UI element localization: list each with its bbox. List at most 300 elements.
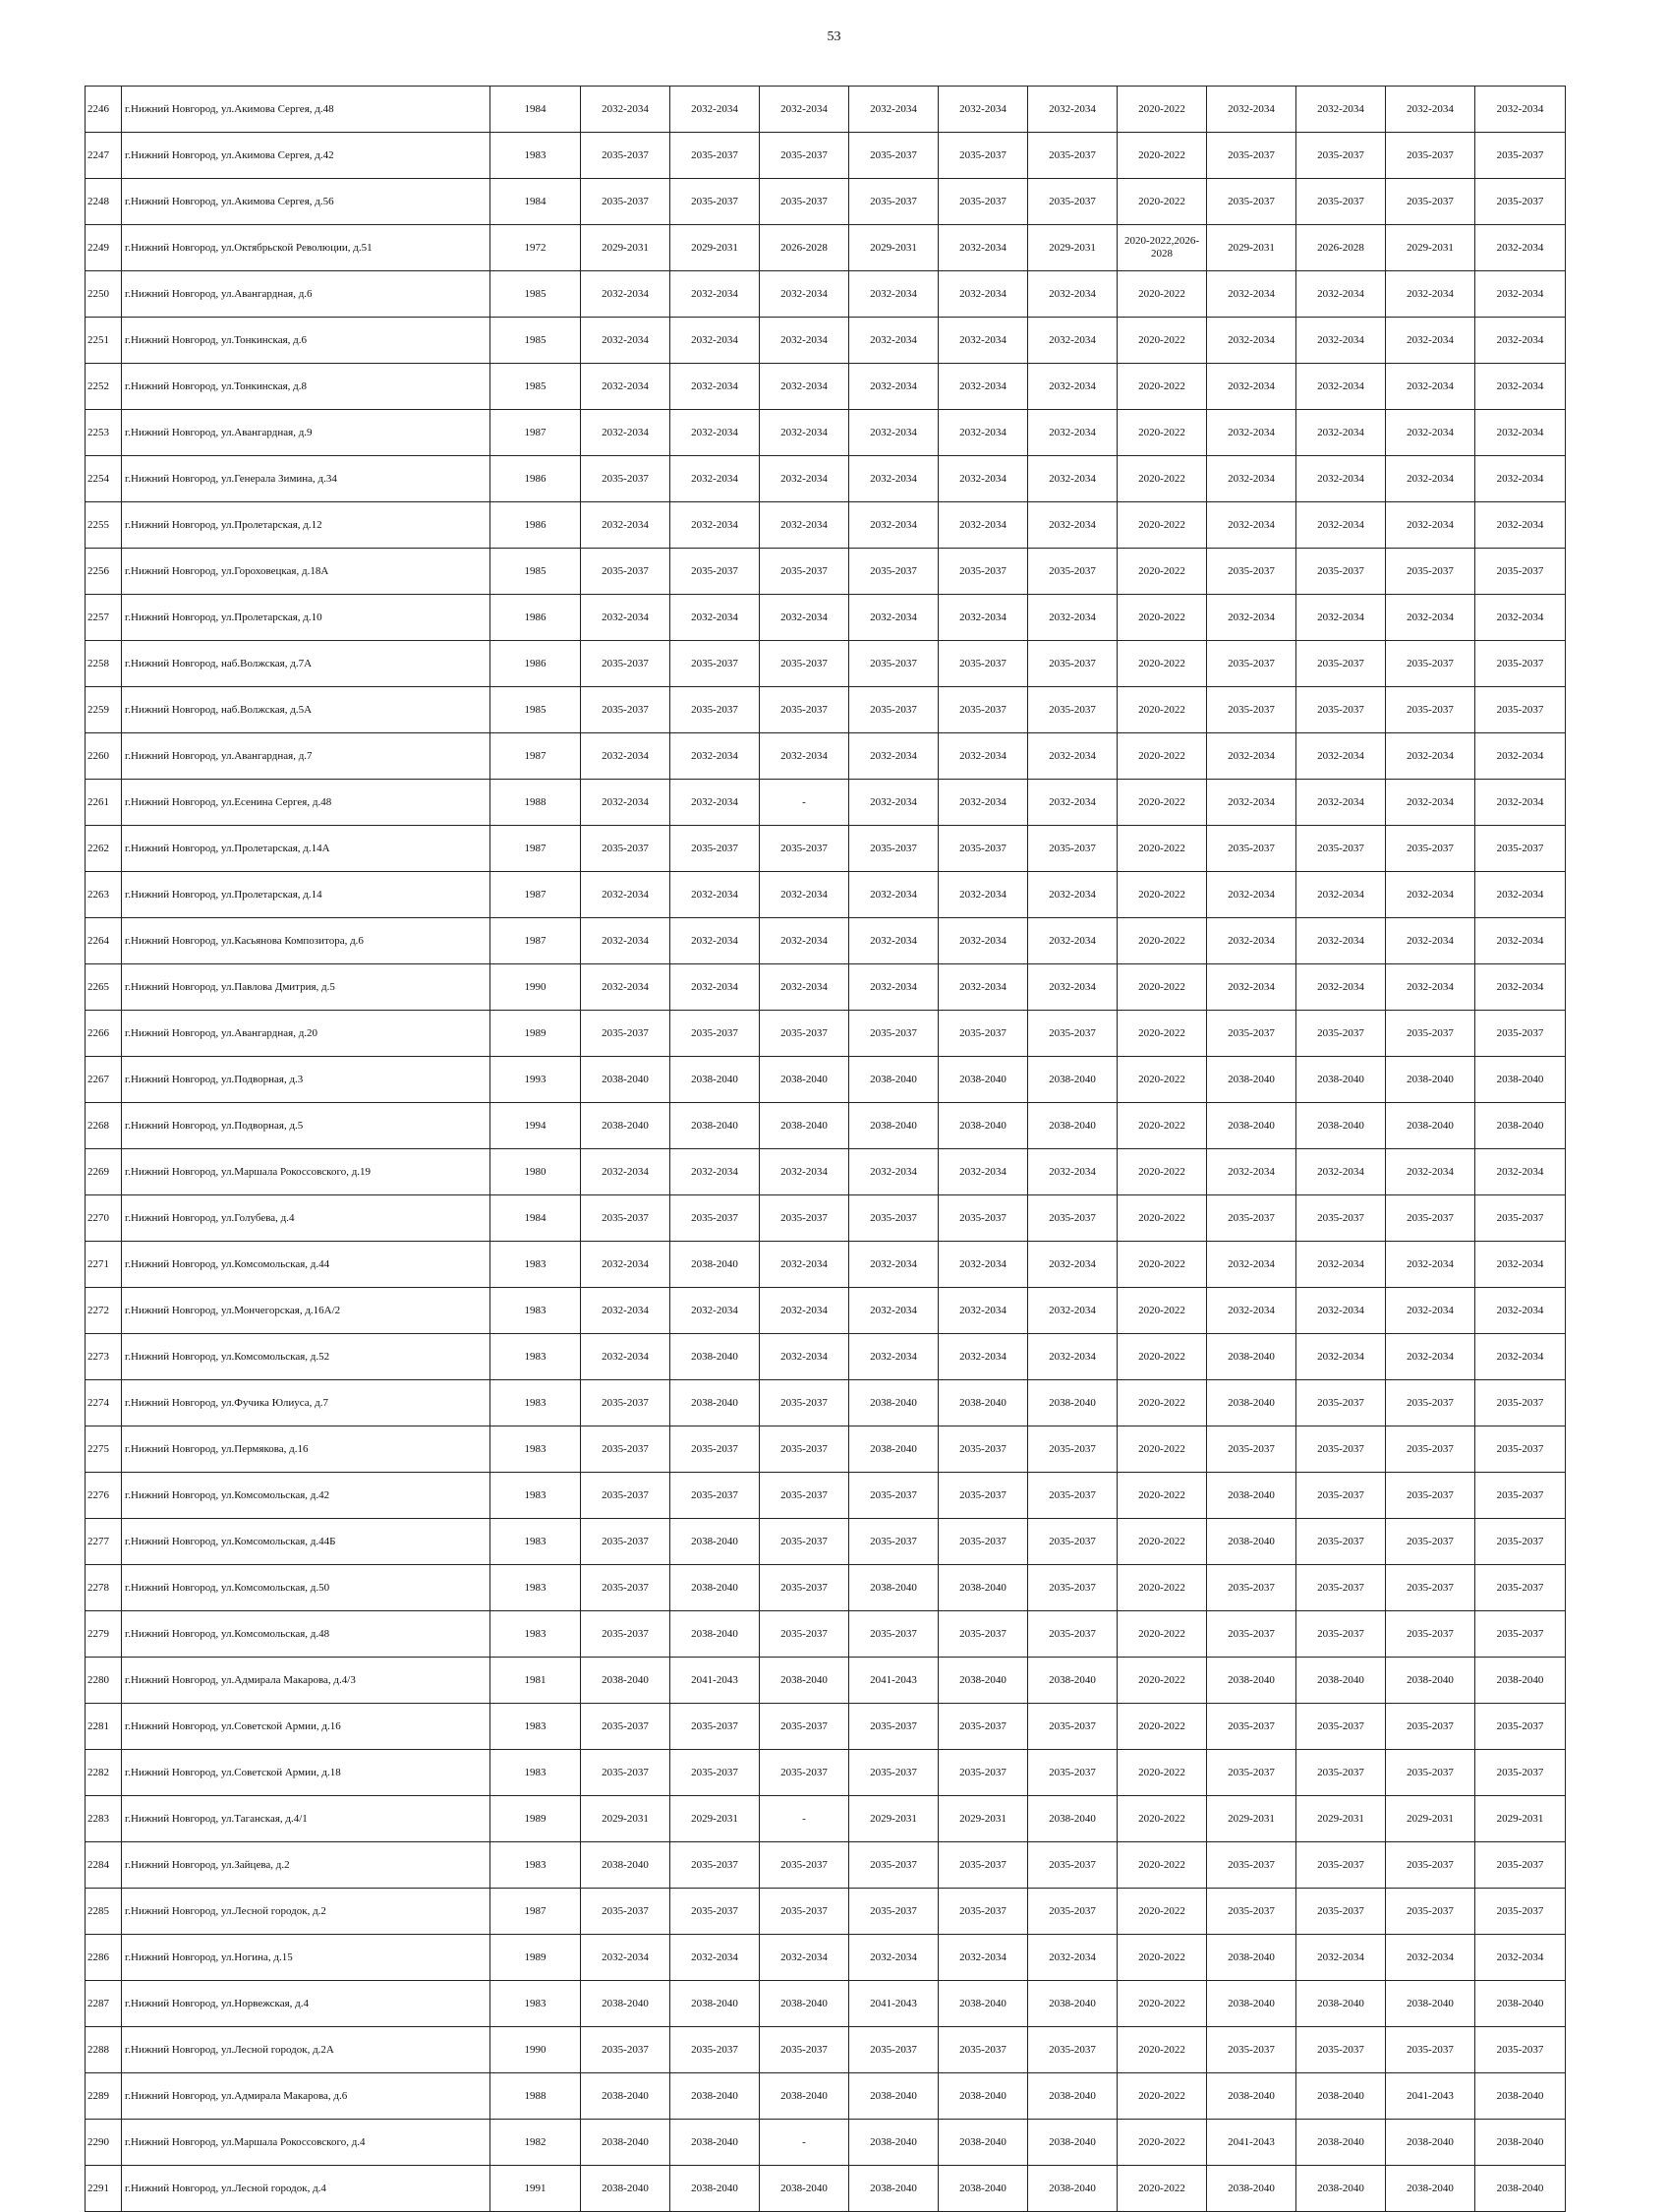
repair-period-cell: 2020-2022 (1118, 87, 1207, 133)
repair-period-cell: 2038-2040 (670, 2120, 760, 2166)
year-built-cell: 1983 (490, 1704, 581, 1750)
repair-period-cell: 2032-2034 (849, 271, 939, 318)
repair-period-cell: 2032-2034 (1386, 1149, 1475, 1195)
year-built-cell: 1983 (490, 1981, 581, 2027)
repair-period-cell: - (760, 2120, 849, 2166)
repair-period-cell: 2038-2040 (1386, 1103, 1475, 1149)
repair-period-cell: 2038-2040 (670, 2073, 760, 2120)
repair-period-cell: 2035-2037 (670, 1426, 760, 1473)
repair-period-cell: 2032-2034 (1207, 410, 1296, 456)
table-row (86, 1057, 1566, 1103)
repair-period-cell: 2035-2037 (760, 1750, 849, 1796)
repair-period-cell: 2035-2037 (1386, 549, 1475, 595)
repair-period-cell: 2038-2040 (1028, 1796, 1118, 1842)
repair-period-cell: 2032-2034 (1028, 595, 1118, 641)
repair-period-cell: 2035-2037 (1028, 1426, 1118, 1473)
repair-period-cell: 2038-2040 (1028, 2073, 1118, 2120)
repair-period-cell: 2032-2034 (1028, 918, 1118, 964)
repair-period-cell: 2035-2037 (939, 826, 1028, 872)
repair-period-cell: 2032-2034 (1028, 1242, 1118, 1288)
year-built-cell: 1989 (490, 1935, 581, 1981)
row-number-cell: 2291 (86, 2166, 122, 2212)
year-built-cell: 1983 (490, 1380, 581, 1426)
repair-period-cell: 2032-2034 (670, 872, 760, 918)
repair-period-cell: 2032-2034 (1296, 364, 1386, 410)
row-number-cell: 2256 (86, 549, 122, 595)
repair-period-cell: 2035-2037 (670, 133, 760, 179)
row-number-cell: 2248 (86, 179, 122, 225)
repair-period-cell: 2035-2037 (1475, 133, 1566, 179)
repair-period-cell: 2032-2034 (1475, 780, 1566, 826)
repair-period-cell: 2035-2037 (1028, 1565, 1118, 1611)
repair-period-cell: 2035-2037 (581, 1565, 670, 1611)
year-built-cell: 1990 (490, 2027, 581, 2073)
repair-period-cell: 2038-2040 (1475, 2166, 1566, 2212)
repair-period-cell: 2035-2037 (1028, 1611, 1118, 1658)
repair-period-cell: 2035-2037 (581, 1195, 670, 1242)
repair-period-cell: 2032-2034 (939, 1242, 1028, 1288)
table-row (86, 1288, 1566, 1334)
repair-period-cell: 2032-2034 (581, 502, 670, 549)
repair-period-cell: 2035-2037 (1386, 1750, 1475, 1796)
repair-period-cell: 2035-2037 (1386, 2027, 1475, 2073)
repair-period-cell: 2032-2034 (1475, 872, 1566, 918)
repair-period-cell: 2032-2034 (1475, 410, 1566, 456)
repair-period-cell: 2032-2034 (1207, 456, 1296, 502)
repair-period-cell: 2032-2034 (1296, 502, 1386, 549)
row-number-cell: 2251 (86, 318, 122, 364)
repair-period-cell: 2032-2034 (1296, 733, 1386, 780)
repair-period-cell: 2038-2040 (1207, 1981, 1296, 2027)
row-number-cell: 2264 (86, 918, 122, 964)
row-number-cell: 2266 (86, 1011, 122, 1057)
repair-period-cell: 2032-2034 (939, 410, 1028, 456)
repair-period-cell: 2032-2034 (581, 1935, 670, 1981)
address-cell: г.Нижний Новгород, ул.Комсомольская, д.42 (122, 1473, 490, 1519)
repair-period-cell: 2038-2040 (849, 1426, 939, 1473)
year-built-cell: 1988 (490, 2073, 581, 2120)
repair-period-cell: 2038-2040 (1207, 1103, 1296, 1149)
row-number-cell: 2275 (86, 1426, 122, 1473)
repair-period-cell: 2035-2037 (581, 456, 670, 502)
repair-period-cell: 2035-2037 (1207, 687, 1296, 733)
address-cell: г.Нижний Новгород, ул.Советской Армии, д.16 (122, 1704, 490, 1750)
year-built-cell: 1985 (490, 687, 581, 733)
repair-period-cell: 2038-2040 (939, 1380, 1028, 1426)
repair-period-cell: 2035-2037 (849, 641, 939, 687)
repair-period-cell: 2032-2034 (1028, 1288, 1118, 1334)
repair-period-cell: 2035-2037 (1207, 641, 1296, 687)
repair-period-cell: 2038-2040 (670, 2166, 760, 2212)
repair-period-cell: 2035-2037 (939, 1426, 1028, 1473)
repair-period-cell: 2032-2034 (1296, 595, 1386, 641)
repair-period-cell: 2035-2037 (1028, 1704, 1118, 1750)
repair-period-cell: 2020-2022 (1118, 318, 1207, 364)
repair-period-cell: 2032-2034 (1028, 872, 1118, 918)
repair-period-cell: 2035-2037 (581, 1473, 670, 1519)
table-row (86, 826, 1566, 872)
repair-period-cell: 2032-2034 (581, 595, 670, 641)
repair-period-cell: 2035-2037 (849, 1011, 939, 1057)
table-row (86, 780, 1566, 826)
address-cell: г.Нижний Новгород, ул.Авангардная, д.9 (122, 410, 490, 456)
table-row (86, 2166, 1566, 2212)
repair-period-cell: 2020-2022 (1118, 872, 1207, 918)
address-cell: г.Нижний Новгород, ул.Мончегорская, д.16А/2 (122, 1288, 490, 1334)
repair-period-cell: 2032-2034 (1296, 1149, 1386, 1195)
repair-period-cell: 2032-2034 (1207, 733, 1296, 780)
repair-period-cell: 2032-2034 (849, 456, 939, 502)
repair-period-cell: 2038-2040 (939, 2166, 1028, 2212)
repair-period-cell: 2038-2040 (1028, 1103, 1118, 1149)
repair-period-cell: 2035-2037 (1475, 1011, 1566, 1057)
repair-period-cell: 2032-2034 (1475, 271, 1566, 318)
row-number-cell: 2282 (86, 1750, 122, 1796)
row-number-cell: 2290 (86, 2120, 122, 2166)
table-row (86, 1611, 1566, 1658)
table-row (86, 1842, 1566, 1889)
repair-period-cell: 2032-2034 (939, 456, 1028, 502)
repair-period-cell: 2020-2022 (1118, 1704, 1207, 1750)
repair-period-cell: 2041-2043 (1386, 2073, 1475, 2120)
repair-period-cell: 2035-2037 (1207, 1426, 1296, 1473)
address-cell: г.Нижний Новгород, ул.Авангардная, д.20 (122, 1011, 490, 1057)
repair-period-cell: 2026-2028 (760, 225, 849, 271)
repair-period-cell: 2035-2037 (581, 1611, 670, 1658)
row-number-cell: 2258 (86, 641, 122, 687)
repair-period-cell: 2020-2022 (1118, 780, 1207, 826)
repair-period-cell: 2032-2034 (849, 1242, 939, 1288)
repair-period-cell: 2020-2022 (1118, 1750, 1207, 1796)
repair-period-cell: 2035-2037 (670, 1473, 760, 1519)
repair-period-cell: 2032-2034 (1028, 964, 1118, 1011)
repair-period-cell: 2020-2022 (1118, 1103, 1207, 1149)
repair-period-cell: 2035-2037 (670, 549, 760, 595)
repair-period-cell: 2035-2037 (849, 1842, 939, 1889)
repair-period-cell: 2032-2034 (1028, 271, 1118, 318)
repair-period-cell: 2035-2037 (1386, 641, 1475, 687)
repair-period-cell: 2029-2031 (849, 225, 939, 271)
repair-period-cell: 2035-2037 (581, 1750, 670, 1796)
repair-period-cell: 2035-2037 (670, 1842, 760, 1889)
repair-period-cell: 2035-2037 (849, 1704, 939, 1750)
address-cell: г.Нижний Новгород, ул.Адмирала Макарова, д.4/3 (122, 1658, 490, 1704)
address-cell: г.Нижний Новгород, ул.Подворная, д.3 (122, 1057, 490, 1103)
repair-period-cell: 2020-2022 (1118, 502, 1207, 549)
repair-period-cell: 2035-2037 (1028, 1889, 1118, 1935)
address-cell: г.Нижний Новгород, ул.Норвежская, д.4 (122, 1981, 490, 2027)
repair-period-cell: 2035-2037 (1296, 1611, 1386, 1658)
repair-period-cell: 2038-2040 (670, 1611, 760, 1658)
repair-period-cell: 2026-2028 (1296, 225, 1386, 271)
repair-period-cell: 2032-2034 (581, 733, 670, 780)
repair-period-cell: 2038-2040 (1028, 1981, 1118, 2027)
table-row (86, 1796, 1566, 1842)
repair-period-cell: 2035-2037 (760, 687, 849, 733)
repair-period-cell: 2038-2040 (849, 1565, 939, 1611)
repair-period-cell: 2020-2022 (1118, 595, 1207, 641)
repair-period-cell: 2038-2040 (1207, 1935, 1296, 1981)
repair-period-cell: 2032-2034 (760, 1935, 849, 1981)
repair-period-cell: 2032-2034 (939, 780, 1028, 826)
repair-period-cell: 2035-2037 (1028, 1750, 1118, 1796)
repair-period-cell: 2020-2022 (1118, 964, 1207, 1011)
table-row (86, 1149, 1566, 1195)
repair-period-cell: 2032-2034 (1386, 271, 1475, 318)
repair-period-cell: 2029-2031 (1386, 1796, 1475, 1842)
repair-period-cell: 2038-2040 (581, 1981, 670, 2027)
repair-period-cell: 2032-2034 (1207, 780, 1296, 826)
repair-period-cell: 2035-2037 (1028, 1011, 1118, 1057)
table-row (86, 2027, 1566, 2073)
repair-period-cell: 2038-2040 (670, 1565, 760, 1611)
repair-period-cell: 2029-2031 (670, 1796, 760, 1842)
repair-period-cell: 2038-2040 (1386, 1658, 1475, 1704)
year-built-cell: 1984 (490, 1195, 581, 1242)
repair-period-cell: 2020-2022 (1118, 133, 1207, 179)
year-built-cell: 1985 (490, 364, 581, 410)
repair-period-cell: 2020-2022 (1118, 1565, 1207, 1611)
repair-period-cell: 2035-2037 (1386, 1519, 1475, 1565)
year-built-cell: 1989 (490, 1011, 581, 1057)
row-number-cell: 2277 (86, 1519, 122, 1565)
repair-period-cell: 2038-2040 (1028, 2166, 1118, 2212)
repair-period-cell: 2032-2034 (1386, 964, 1475, 1011)
repair-period-cell: 2038-2040 (1296, 2120, 1386, 2166)
address-cell: г.Нижний Новгород, ул.Фучика Юлиуса, д.7 (122, 1380, 490, 1426)
repair-period-cell: 2035-2037 (1386, 1426, 1475, 1473)
address-cell: г.Нижний Новгород, ул.Касьянова Композитора, д.6 (122, 918, 490, 964)
repair-period-cell: 2032-2034 (1296, 318, 1386, 364)
repair-period-cell: 2038-2040 (760, 2166, 849, 2212)
repair-period-cell: 2035-2037 (760, 1195, 849, 1242)
repair-period-cell: 2029-2031 (1475, 1796, 1566, 1842)
repair-period-cell: 2020-2022 (1118, 410, 1207, 456)
repair-period-cell: 2035-2037 (1475, 1611, 1566, 1658)
repair-period-cell: 2032-2034 (1475, 1935, 1566, 1981)
repair-period-cell: 2035-2037 (1207, 1889, 1296, 1935)
repair-period-cell: 2035-2037 (1386, 1704, 1475, 1750)
repair-period-cell: 2032-2034 (581, 1149, 670, 1195)
repair-period-cell: 2032-2034 (1386, 872, 1475, 918)
row-number-cell: 2247 (86, 133, 122, 179)
repair-period-cell: 2038-2040 (1296, 2166, 1386, 2212)
repair-period-cell: 2032-2034 (1386, 1935, 1475, 1981)
repair-period-cell: 2035-2037 (1475, 549, 1566, 595)
repair-period-cell: 2032-2034 (1475, 1334, 1566, 1380)
repair-period-cell: 2035-2037 (1028, 179, 1118, 225)
repair-period-cell: 2032-2034 (670, 502, 760, 549)
repair-period-cell: 2032-2034 (939, 1288, 1028, 1334)
repair-period-cell: 2020-2022 (1118, 2027, 1207, 2073)
address-cell: г.Нижний Новгород, ул.Пролетарская, д.10 (122, 595, 490, 641)
repair-period-cell: 2035-2037 (1386, 1011, 1475, 1057)
repair-period-cell: 2035-2037 (760, 1611, 849, 1658)
repair-period-cell: 2038-2040 (1475, 1103, 1566, 1149)
table-row (86, 410, 1566, 456)
repair-period-cell: 2035-2037 (939, 1750, 1028, 1796)
repair-period-cell: 2020-2022 (1118, 1011, 1207, 1057)
year-built-cell: 1983 (490, 1473, 581, 1519)
repair-period-cell: 2032-2034 (1296, 918, 1386, 964)
repair-period-cell: 2032-2034 (1296, 87, 1386, 133)
repair-period-cell: 2020-2022 (1118, 1426, 1207, 1473)
repair-period-cell: 2020-2022 (1118, 918, 1207, 964)
row-number-cell: 2252 (86, 364, 122, 410)
table-row (86, 1889, 1566, 1935)
year-built-cell: 1988 (490, 780, 581, 826)
repair-period-cell: 2038-2040 (939, 1981, 1028, 2027)
table-row (86, 964, 1566, 1011)
repair-period-cell: 2038-2040 (1207, 2166, 1296, 2212)
repair-period-cell: 2035-2037 (1207, 1750, 1296, 1796)
year-built-cell: 1982 (490, 2120, 581, 2166)
repair-period-cell: 2035-2037 (1207, 1611, 1296, 1658)
year-built-cell: 1983 (490, 1242, 581, 1288)
repair-period-cell: 2032-2034 (1386, 364, 1475, 410)
table-row (86, 1565, 1566, 1611)
repair-period-cell: 2035-2037 (760, 549, 849, 595)
repair-period-cell: 2035-2037 (1475, 1380, 1566, 1426)
repair-period-cell: 2035-2037 (581, 1519, 670, 1565)
repair-period-cell: 2035-2037 (581, 641, 670, 687)
repair-period-cell: 2038-2040 (1207, 1380, 1296, 1426)
repair-period-cell: 2038-2040 (581, 1842, 670, 1889)
repair-period-cell: 2038-2040 (939, 1057, 1028, 1103)
repair-period-cell: 2032-2034 (1475, 1149, 1566, 1195)
table-row (86, 918, 1566, 964)
table-row (86, 225, 1566, 271)
repair-period-cell: 2032-2034 (1386, 780, 1475, 826)
row-number-cell: 2270 (86, 1195, 122, 1242)
repair-period-cell: 2032-2034 (939, 918, 1028, 964)
address-cell: г.Нижний Новгород, ул.Акимова Сергея, д.42 (122, 133, 490, 179)
repair-period-cell: 2035-2037 (760, 133, 849, 179)
repair-period-cell: 2020-2022 (1118, 1889, 1207, 1935)
repair-period-cell: 2035-2037 (1296, 1750, 1386, 1796)
address-cell: г.Нижний Новгород, ул.Комсомольская, д.50 (122, 1565, 490, 1611)
repair-period-cell: 2038-2040 (939, 1565, 1028, 1611)
repair-period-cell: 2032-2034 (939, 318, 1028, 364)
repair-period-cell: 2038-2040 (849, 2166, 939, 2212)
repair-period-cell: 2035-2037 (581, 179, 670, 225)
repair-period-cell: 2035-2037 (1475, 1519, 1566, 1565)
year-built-cell: 1994 (490, 1103, 581, 1149)
repair-period-cell: 2035-2037 (581, 133, 670, 179)
address-cell: г.Нижний Новгород, ул.Тонкинская, д.6 (122, 318, 490, 364)
repair-period-cell: 2035-2037 (760, 1473, 849, 1519)
row-number-cell: 2273 (86, 1334, 122, 1380)
repair-period-cell: 2032-2034 (849, 733, 939, 780)
repair-period-cell: 2029-2031 (849, 1796, 939, 1842)
year-built-cell: 1986 (490, 595, 581, 641)
repair-period-cell: 2032-2034 (581, 87, 670, 133)
repair-period-cell: 2035-2037 (1386, 1889, 1475, 1935)
year-built-cell: 1983 (490, 1288, 581, 1334)
repair-period-cell: 2032-2034 (1296, 872, 1386, 918)
year-built-cell: 1983 (490, 1565, 581, 1611)
address-cell: г.Нижний Новгород, ул.Пермякова, д.16 (122, 1426, 490, 1473)
year-built-cell: 1983 (490, 1334, 581, 1380)
year-built-cell: 1983 (490, 133, 581, 179)
repair-period-cell: 2032-2034 (760, 502, 849, 549)
repair-period-cell: 2035-2037 (1386, 133, 1475, 179)
repair-period-cell: 2032-2034 (1296, 410, 1386, 456)
repair-period-cell: 2032-2034 (1296, 1935, 1386, 1981)
repair-period-cell: 2038-2040 (1028, 1380, 1118, 1426)
repair-period-cell: 2032-2034 (1475, 1242, 1566, 1288)
repair-period-cell: 2032-2034 (1475, 1288, 1566, 1334)
repair-period-cell: 2035-2037 (1296, 826, 1386, 872)
row-number-cell: 2289 (86, 2073, 122, 2120)
repair-period-cell: 2035-2037 (1386, 1565, 1475, 1611)
repair-period-cell: 2020-2022 (1118, 1380, 1207, 1426)
repair-period-cell: 2020-2022 (1118, 1658, 1207, 1704)
repair-period-cell: 2032-2034 (849, 410, 939, 456)
table-row (86, 179, 1566, 225)
repair-period-cell: 2038-2040 (849, 2073, 939, 2120)
year-built-cell: 1983 (490, 1426, 581, 1473)
repair-period-cell: 2035-2037 (1296, 549, 1386, 595)
repair-period-cell: 2032-2034 (1207, 964, 1296, 1011)
repair-period-cell: 2032-2034 (849, 1149, 939, 1195)
repair-period-cell: 2038-2040 (1475, 2120, 1566, 2166)
repair-period-cell: 2020-2022 (1118, 1473, 1207, 1519)
address-cell: г.Нижний Новгород, ул.Голубева, д.4 (122, 1195, 490, 1242)
year-built-cell: 1989 (490, 1796, 581, 1842)
repair-period-cell: 2038-2040 (1207, 1473, 1296, 1519)
year-built-cell: 1987 (490, 733, 581, 780)
table-row (86, 1658, 1566, 1704)
row-number-cell: 2271 (86, 1242, 122, 1288)
address-cell: г.Нижний Новгород, ул.Комсомольская, д.48 (122, 1611, 490, 1658)
repair-period-cell: 2032-2034 (1475, 364, 1566, 410)
repair-period-cell: 2038-2040 (1207, 1334, 1296, 1380)
repair-period-cell: 2032-2034 (849, 1935, 939, 1981)
repair-period-cell: 2032-2034 (760, 1242, 849, 1288)
repair-period-cell: 2035-2037 (939, 1011, 1028, 1057)
repair-period-cell: 2038-2040 (581, 2073, 670, 2120)
repair-period-cell: 2041-2043 (849, 1658, 939, 1704)
repair-period-cell: 2035-2037 (1386, 1842, 1475, 1889)
row-number-cell: 2268 (86, 1103, 122, 1149)
repair-period-cell: 2038-2040 (670, 1242, 760, 1288)
repair-period-cell: 2032-2034 (760, 456, 849, 502)
table-row (86, 87, 1566, 133)
address-cell: г.Нижний Новгород, ул.Гороховецкая, д.18А (122, 549, 490, 595)
repair-period-cell: 2032-2034 (1475, 502, 1566, 549)
row-number-cell: 2246 (86, 87, 122, 133)
table-row (86, 1750, 1566, 1796)
repair-period-cell: 2035-2037 (670, 1195, 760, 1242)
repair-period-cell: 2035-2037 (1028, 826, 1118, 872)
address-cell: г.Нижний Новгород, ул.Комсомольская, д.52 (122, 1334, 490, 1380)
repair-period-cell: 2035-2037 (1028, 133, 1118, 179)
repair-period-cell: 2032-2034 (1475, 733, 1566, 780)
repair-period-cell: 2038-2040 (1207, 1057, 1296, 1103)
year-built-cell: 1983 (490, 1842, 581, 1889)
repair-period-cell: 2035-2037 (1296, 2027, 1386, 2073)
repair-period-cell: 2032-2034 (939, 502, 1028, 549)
repair-period-cell: 2035-2037 (1475, 1750, 1566, 1796)
address-cell: г.Нижний Новгород, ул.Генерала Зимина, д.34 (122, 456, 490, 502)
address-cell: г.Нижний Новгород, ул.Пролетарская, д.14А (122, 826, 490, 872)
repair-period-cell: 2038-2040 (1028, 1057, 1118, 1103)
repair-period-cell: 2038-2040 (670, 1057, 760, 1103)
repair-period-cell: 2035-2037 (760, 641, 849, 687)
repair-period-cell: 2038-2040 (760, 1057, 849, 1103)
repair-period-cell: 2032-2034 (760, 364, 849, 410)
